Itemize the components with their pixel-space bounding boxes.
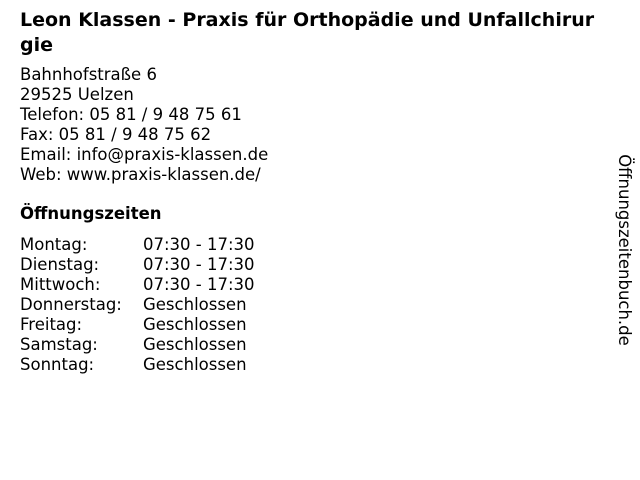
hours-time: Geschlossen — [143, 355, 247, 374]
hours-row-wednesday — [20, 275, 255, 295]
address-block — [20, 65, 268, 185]
hours-time: Geschlossen — [143, 295, 247, 314]
hours-row-thursday — [20, 295, 255, 315]
hours-row-saturday — [20, 335, 255, 355]
opening-hours-table — [20, 235, 255, 375]
hours-day: Donnerstag: — [20, 295, 122, 314]
hours-time: 07:30 - 17:30 — [143, 275, 255, 294]
web-line: Web: www.praxis-klassen.de/ — [20, 165, 261, 184]
hours-time: 07:30 - 17:30 — [143, 235, 255, 254]
hours-day: Freitag: — [20, 315, 83, 334]
address-street: Bahnhofstraße 6 — [20, 65, 157, 84]
brand-watermark — [612, 135, 636, 365]
hours-row-friday — [20, 315, 255, 335]
page-title: Leon Klassen - Praxis für Orthopädie und Unfallchirurgie — [20, 9, 595, 56]
hours-time: 07:30 - 17:30 — [143, 255, 255, 274]
hours-day: Dienstag: — [20, 255, 100, 274]
hours-row-sunday — [20, 355, 255, 375]
fax-line: Fax: 05 81 / 9 48 75 62 — [20, 125, 212, 144]
email-line: Email: info@praxis-klassen.de — [20, 145, 269, 164]
address-city: 29525 Uelzen — [20, 85, 134, 104]
hours-day: Montag: — [20, 235, 88, 254]
hours-day: Mittwoch: — [20, 275, 101, 294]
opening-hours-heading: Öffnungszeiten — [20, 204, 162, 223]
brand-text: Öffnungszeitenbuch.de — [615, 154, 635, 346]
hours-day: Sonntag: — [20, 355, 95, 374]
hours-time: Geschlossen — [143, 335, 247, 354]
hours-time: Geschlossen — [143, 315, 247, 334]
phone-line: Telefon: 05 81 / 9 48 75 61 — [20, 105, 242, 124]
hours-row-tuesday — [20, 255, 255, 275]
hours-row-monday — [20, 235, 255, 255]
hours-day: Samstag: — [20, 335, 98, 354]
